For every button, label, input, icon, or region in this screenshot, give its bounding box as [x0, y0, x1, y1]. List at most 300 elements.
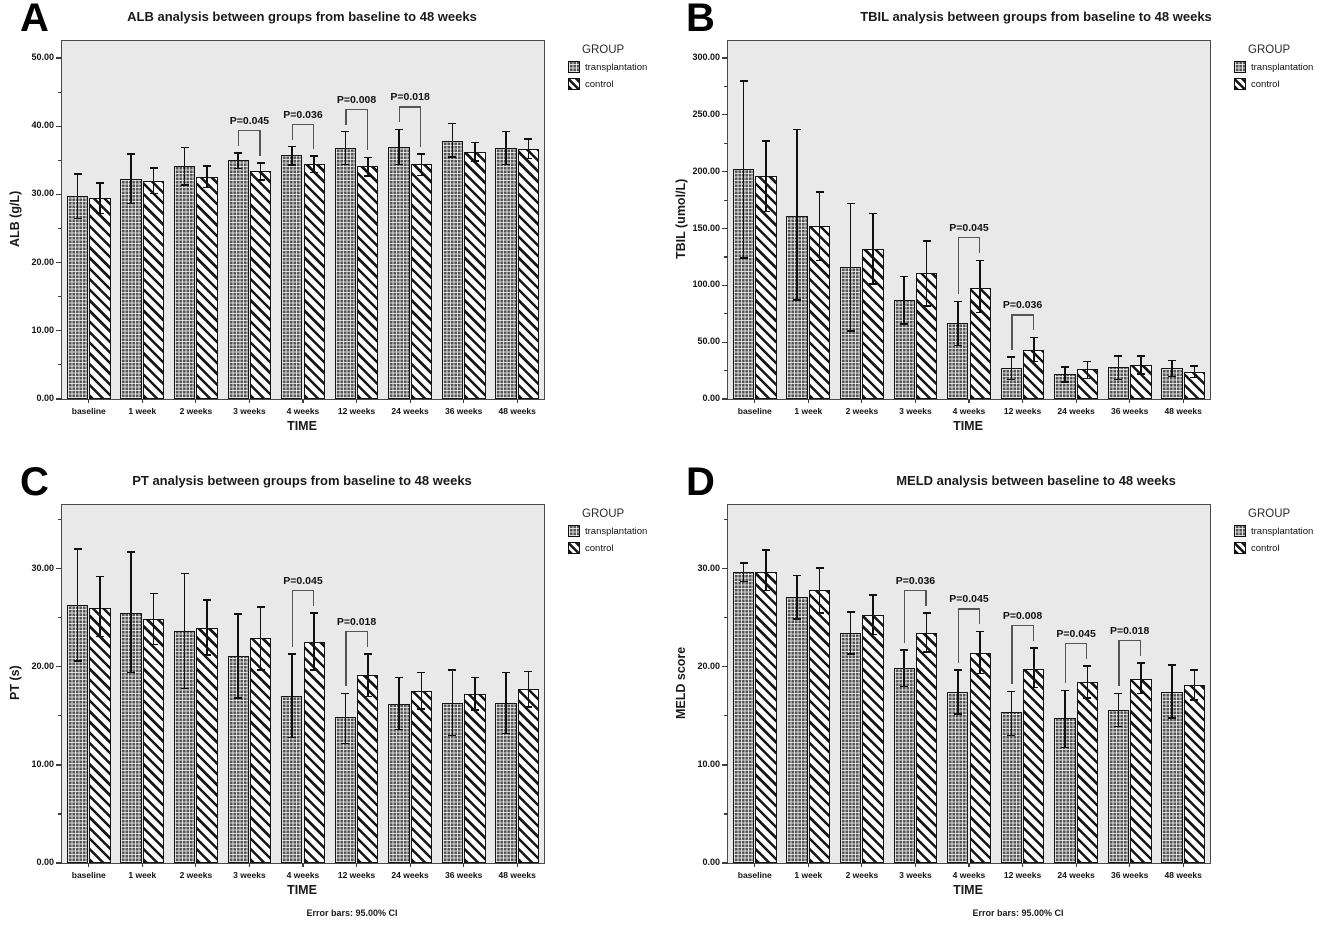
- bar-control-3-weeks: [250, 638, 271, 863]
- error-bar-cap: [740, 562, 748, 564]
- x-tick-mark: [861, 399, 862, 403]
- error-bar-cap: [1007, 691, 1015, 693]
- error-bar-cap: [257, 179, 265, 181]
- y-tick-label: 20.00: [31, 660, 54, 671]
- error-bar: [206, 166, 208, 188]
- error-bar: [528, 139, 530, 158]
- error-bar-cap: [524, 138, 532, 140]
- error-bar-cap: [900, 276, 908, 278]
- error-bars-note: Error bars: 95.00% CI: [972, 908, 1064, 918]
- error-bar-cap: [793, 299, 801, 301]
- y-minor-tick-mark: [724, 143, 728, 144]
- y-minor-tick-mark: [724, 617, 728, 618]
- y-tick-label: 50.00: [31, 52, 54, 63]
- error-bar-cap: [954, 669, 962, 671]
- x-tick-label: 1 week: [128, 406, 157, 416]
- y-tick-label: 20.00: [697, 660, 720, 671]
- error-bar-cap: [869, 213, 877, 215]
- p-value-bracket-leg: [979, 237, 980, 253]
- p-value-label: P=0.045: [949, 222, 989, 235]
- panel-c: [0, 460, 666, 929]
- legend-title: GROUP: [1248, 508, 1291, 520]
- error-bar-cap: [923, 651, 931, 653]
- error-bar-cap: [1061, 690, 1069, 692]
- error-bar-cap: [762, 549, 770, 551]
- error-bar-cap: [954, 713, 962, 715]
- bar-transplantation-48-weeks: [495, 148, 516, 399]
- error-bar-cap: [954, 301, 962, 303]
- x-tick-label: 36 weeks: [444, 406, 483, 416]
- error-bar-cap: [1007, 735, 1015, 737]
- bar-transplantation-24-weeks: [388, 147, 409, 399]
- error-bar-cap: [1083, 378, 1091, 380]
- y-tick-mark: [722, 398, 728, 399]
- error-bar-cap: [448, 156, 456, 158]
- x-tick-mark: [1129, 863, 1130, 867]
- legend-item-control: [568, 78, 647, 90]
- legend-label: transplantation: [585, 525, 648, 537]
- error-bar: [345, 693, 347, 743]
- error-bar-cap: [341, 164, 349, 166]
- x-tick-mark: [754, 863, 755, 867]
- error-bar-cap: [1030, 647, 1038, 649]
- error-bar-cap: [1030, 337, 1038, 339]
- bar-control-3-weeks: [916, 633, 937, 863]
- y-tick-mark: [56, 262, 62, 263]
- error-bar-cap: [417, 672, 425, 674]
- y-tick-label: 10.00: [31, 324, 54, 335]
- error-bar-cap: [234, 152, 242, 154]
- error-bar-cap: [471, 677, 479, 679]
- p-value-bracket-leg: [345, 631, 346, 686]
- error-bar-cap: [448, 669, 456, 671]
- x-tick-mark: [1076, 863, 1077, 867]
- error-bar-cap: [1114, 379, 1122, 381]
- p-value-bracket: [1011, 314, 1033, 315]
- error-bar: [1033, 648, 1035, 687]
- bar-transplantation-2-weeks: [840, 633, 861, 863]
- error-bar-cap: [762, 211, 770, 213]
- x-tick-mark: [249, 399, 250, 403]
- y-axis-label: PT (s): [8, 665, 22, 701]
- error-bar-cap: [448, 735, 456, 737]
- error-bar-cap: [524, 671, 532, 673]
- error-bar: [1033, 338, 1035, 362]
- x-tick-label: 2 weeks: [179, 406, 213, 416]
- y-tick-label: 40.00: [31, 120, 54, 131]
- x-tick-label: 3 weeks: [233, 870, 266, 880]
- y-tick-mark: [722, 862, 728, 863]
- x-tick-mark: [1022, 399, 1023, 403]
- error-bar-cap: [976, 260, 984, 262]
- error-bar: [153, 168, 155, 194]
- error-bar-cap: [181, 688, 189, 690]
- x-tick-label: 48 weeks: [498, 406, 536, 416]
- error-bar: [474, 678, 476, 710]
- x-tick-mark: [915, 863, 916, 867]
- error-bar-cap: [257, 162, 265, 164]
- error-bar-cap: [1007, 379, 1015, 381]
- error-bar: [765, 141, 767, 211]
- x-axis-label: TIME: [953, 419, 983, 433]
- error-bar-cap: [816, 260, 824, 262]
- error-bar: [1011, 357, 1013, 380]
- x-tick-mark: [88, 399, 89, 403]
- x-tick-label: 48 weeks: [1164, 406, 1202, 416]
- y-tick-label: 30.00: [31, 562, 54, 573]
- p-value-bracket: [292, 590, 314, 591]
- bar-transplantation-2-weeks: [174, 166, 195, 399]
- error-bar-cap: [127, 672, 135, 674]
- legend-item-transplantation: [1234, 525, 1313, 537]
- diagonal-pattern-swatch-icon: [1234, 542, 1246, 554]
- error-bar: [1171, 665, 1173, 718]
- error-bar-cap: [869, 594, 877, 596]
- p-value-bracket-leg: [958, 237, 959, 294]
- bar-control-2-weeks: [196, 177, 217, 399]
- error-bar-cap: [847, 330, 855, 332]
- error-bar: [77, 549, 79, 661]
- x-tick-mark: [915, 399, 916, 403]
- error-bar: [1140, 663, 1142, 693]
- chart-title: PT analysis between groups from baseline to 48 weeks: [132, 473, 472, 488]
- error-bar-cap: [181, 573, 189, 575]
- panel-letter: C: [20, 460, 49, 504]
- x-tick-mark: [249, 863, 250, 867]
- error-bar: [926, 613, 928, 652]
- x-tick-mark: [517, 863, 518, 867]
- error-bar-cap: [524, 158, 532, 160]
- bar-control-12-weeks: [357, 166, 378, 399]
- x-tick-mark: [808, 863, 809, 867]
- bar-control-1-week: [143, 619, 164, 863]
- y-tick-label: 50.00: [697, 336, 720, 347]
- y-tick-mark: [56, 126, 62, 127]
- error-bar: [367, 158, 369, 176]
- error-bar-cap: [816, 191, 824, 193]
- legend-item-control: [568, 542, 647, 554]
- x-tick-mark: [1076, 399, 1077, 403]
- x-tick-label: 1 week: [794, 406, 823, 416]
- bar-transplantation-baseline: [733, 572, 754, 863]
- y-tick-mark: [56, 862, 62, 863]
- panel-b: [666, 0, 1333, 464]
- panel-d: [666, 460, 1333, 929]
- error-bar-cap: [395, 164, 403, 166]
- error-bar-cap: [310, 669, 318, 671]
- y-tick-mark: [722, 342, 728, 343]
- y-minor-tick-mark: [58, 160, 62, 161]
- y-tick-mark: [722, 228, 728, 229]
- error-bar-cap: [341, 131, 349, 133]
- p-value-bracket: [1118, 640, 1140, 641]
- error-bar-cap: [976, 312, 984, 314]
- error-bar-cap: [1137, 662, 1145, 664]
- error-bar-cap: [524, 706, 532, 708]
- legend-item-control: [1234, 542, 1313, 554]
- error-bar-cap: [364, 175, 372, 177]
- error-bar: [743, 563, 745, 582]
- error-bar-cap: [1190, 365, 1198, 367]
- y-minor-tick-mark: [724, 715, 728, 716]
- error-bar-cap: [74, 218, 82, 220]
- bar-control-48-weeks: [1184, 685, 1205, 863]
- error-bar-cap: [96, 576, 104, 578]
- x-tick-label: 3 weeks: [899, 870, 932, 880]
- p-value-label: P=0.045: [283, 574, 323, 587]
- error-bar-cap: [1137, 373, 1145, 375]
- error-bar-cap: [793, 129, 801, 131]
- legend-label: control: [1251, 542, 1280, 554]
- x-tick-mark: [861, 863, 862, 867]
- bar-control-48-weeks: [518, 689, 539, 863]
- x-tick-label: 24 weeks: [1057, 870, 1095, 880]
- legend-title: GROUP: [582, 508, 625, 520]
- error-bar-cap: [181, 147, 189, 149]
- error-bar-cap: [740, 80, 748, 82]
- error-bar: [957, 670, 959, 714]
- error-bar-cap: [150, 193, 158, 195]
- y-minor-tick-mark: [58, 92, 62, 93]
- error-bar-cap: [181, 184, 189, 186]
- bar-control-3-weeks: [250, 171, 271, 399]
- x-tick-mark: [356, 863, 357, 867]
- error-bar: [1118, 356, 1120, 380]
- y-tick-mark: [722, 285, 728, 286]
- y-minor-tick-mark: [58, 617, 62, 618]
- error-bar-cap: [923, 612, 931, 614]
- p-value-bracket-leg: [399, 106, 400, 122]
- error-bar: [872, 214, 874, 284]
- panel-a: [0, 0, 666, 464]
- error-bar-cap: [234, 697, 242, 699]
- y-minor-tick-mark: [724, 813, 728, 814]
- x-tick-mark: [410, 399, 411, 403]
- x-tick-label: 4 weeks: [952, 406, 986, 416]
- x-tick-mark: [1183, 863, 1184, 867]
- error-bar-cap: [1190, 377, 1198, 379]
- x-tick-label: 24 weeks: [391, 406, 429, 416]
- bar-control-baseline: [755, 572, 776, 863]
- x-tick-mark: [195, 399, 196, 403]
- error-bar-cap: [74, 173, 82, 175]
- x-tick-label: 48 weeks: [1164, 870, 1202, 880]
- error-bar-cap: [1137, 693, 1145, 695]
- plot-area: [31, 504, 545, 880]
- x-tick-mark: [410, 863, 411, 867]
- y-axis-label: TBIL (umol/L): [674, 178, 688, 260]
- x-tick-label: baseline: [71, 870, 106, 880]
- p-value-label: P=0.018: [1109, 624, 1150, 637]
- y-minor-tick-mark: [58, 228, 62, 229]
- bar-transplantation-3-weeks: [894, 668, 915, 863]
- bar-control-baseline: [89, 198, 110, 399]
- x-tick-label: 2 weeks: [845, 406, 879, 416]
- x-tick-mark: [88, 863, 89, 867]
- error-bar-cap: [417, 708, 425, 710]
- error-bar-cap: [288, 653, 296, 655]
- x-tick-mark: [463, 863, 464, 867]
- error-bar-cap: [417, 153, 425, 155]
- error-bar: [926, 241, 928, 306]
- y-tick-label: 0.00: [702, 857, 720, 867]
- error-bar: [1011, 691, 1013, 735]
- error-bar: [979, 632, 981, 674]
- bar-control-12-weeks: [357, 675, 378, 863]
- error-bar: [184, 574, 186, 689]
- error-bar: [819, 568, 821, 613]
- y-minor-tick-mark: [724, 256, 728, 257]
- error-bar-cap: [96, 213, 104, 215]
- error-bar-cap: [502, 672, 510, 674]
- y-minor-tick-mark: [58, 364, 62, 365]
- y-tick-mark: [722, 57, 728, 58]
- y-tick-label: 10.00: [697, 758, 720, 769]
- error-bar: [1087, 361, 1089, 378]
- y-tick-mark: [56, 398, 62, 399]
- y-tick-label: 0.00: [702, 393, 720, 403]
- p-value-bracket-leg: [367, 631, 368, 647]
- error-bar-cap: [395, 677, 403, 679]
- error-bar-cap: [395, 729, 403, 731]
- error-bar-cap: [1083, 361, 1091, 363]
- x-tick-mark: [195, 863, 196, 867]
- bar-control-1-week: [809, 590, 830, 863]
- error-bar-cap: [310, 612, 318, 614]
- error-bar: [957, 301, 959, 345]
- error-bar-cap: [740, 257, 748, 259]
- error-bar-cap: [417, 175, 425, 177]
- error-bar-cap: [310, 172, 318, 174]
- error-bars-note: Error bars: 95.00% CI: [306, 908, 398, 918]
- error-bar: [345, 132, 347, 165]
- y-tick-label: 100.00: [692, 279, 720, 290]
- error-bar-cap: [1190, 699, 1198, 701]
- x-tick-label: 12 weeks: [1003, 406, 1042, 416]
- error-bar: [130, 552, 132, 673]
- legend-label: transplantation: [1251, 61, 1314, 73]
- x-tick-label: 3 weeks: [233, 406, 266, 416]
- error-bar-cap: [816, 567, 824, 569]
- plot-area: [697, 504, 1211, 880]
- y-tick-label: 0.00: [36, 393, 54, 403]
- y-minor-tick-mark: [724, 200, 728, 201]
- error-bar-cap: [1168, 360, 1176, 362]
- y-tick-mark: [722, 568, 728, 569]
- grid-pattern-swatch-icon: [568, 61, 580, 73]
- error-bar: [367, 654, 369, 696]
- chart-title: ALB analysis between groups from baseline to 48 weeks: [127, 9, 477, 24]
- grid-pattern-swatch-icon: [1234, 525, 1246, 537]
- error-bar: [743, 81, 745, 258]
- p-value-bracket-leg: [1140, 640, 1141, 656]
- p-value-label: P=0.045: [229, 114, 270, 127]
- x-tick-label: 1 week: [128, 870, 157, 880]
- y-minor-tick-mark: [724, 519, 728, 520]
- panel-letter: A: [20, 0, 49, 40]
- error-bar-cap: [793, 575, 801, 577]
- x-tick-mark: [968, 399, 969, 403]
- panel-letter: B: [686, 0, 715, 40]
- error-bar: [1118, 693, 1120, 726]
- error-bar-cap: [127, 551, 135, 553]
- error-bar-cap: [127, 153, 135, 155]
- error-bar: [505, 673, 507, 734]
- p-value-bracket-leg: [1065, 643, 1066, 684]
- x-axis-label: TIME: [953, 883, 983, 897]
- bar-control-4-weeks: [970, 653, 991, 863]
- y-minor-tick-mark: [58, 519, 62, 520]
- error-bar: [903, 650, 905, 686]
- x-tick-label: baseline: [737, 406, 772, 416]
- error-bar-cap: [234, 613, 242, 615]
- p-value-bracket-leg: [292, 590, 293, 647]
- y-tick-mark: [722, 764, 728, 765]
- error-bar-cap: [471, 160, 479, 162]
- x-tick-label: 4 weeks: [952, 870, 986, 880]
- error-bar-cap: [1190, 669, 1198, 671]
- p-value-bracket: [345, 109, 367, 110]
- bar-control-24-weeks: [1077, 682, 1098, 863]
- p-value-bracket-leg: [1011, 314, 1012, 349]
- error-bar-cap: [1030, 361, 1038, 363]
- x-tick-label: 12 weeks: [1003, 870, 1042, 880]
- grid-pattern-swatch-icon: [1234, 61, 1246, 73]
- p-value-bracket: [1065, 643, 1087, 644]
- legend-label: transplantation: [1251, 525, 1314, 537]
- x-tick-mark: [463, 399, 464, 403]
- error-bar-cap: [1030, 687, 1038, 689]
- error-bar-cap: [288, 737, 296, 739]
- error-bar-cap: [900, 323, 908, 325]
- error-bar-cap: [364, 157, 372, 159]
- error-bar: [1064, 367, 1066, 382]
- error-bar-cap: [847, 203, 855, 205]
- error-bar: [1194, 670, 1196, 700]
- y-tick-label: 30.00: [697, 562, 720, 573]
- bar-transplantation-1-week: [120, 179, 141, 399]
- error-bar-cap: [150, 167, 158, 169]
- p-value-bracket: [904, 590, 926, 591]
- chart-title: MELD analysis between baseline to 48 weeks: [896, 473, 1176, 488]
- error-bar-cap: [203, 165, 211, 167]
- error-bar-cap: [976, 631, 984, 633]
- x-tick-mark: [808, 399, 809, 403]
- y-tick-mark: [722, 114, 728, 115]
- error-bar-cap: [364, 696, 372, 698]
- panel-letter: D: [686, 460, 715, 504]
- y-minor-tick-mark: [58, 296, 62, 297]
- x-tick-label: 4 weeks: [286, 870, 320, 880]
- x-tick-label: 12 weeks: [337, 870, 376, 880]
- legend-title: GROUP: [582, 44, 625, 56]
- bar-control-36-weeks: [464, 694, 485, 863]
- error-bar-cap: [257, 669, 265, 671]
- grid-pattern-swatch-icon: [568, 525, 580, 537]
- error-bar-cap: [762, 140, 770, 142]
- error-bar-cap: [96, 182, 104, 184]
- error-bar-cap: [1114, 726, 1122, 728]
- plot-area: [31, 40, 545, 416]
- error-bar: [819, 192, 821, 260]
- p-value-label: P=0.036: [895, 574, 936, 587]
- error-bar-cap: [234, 168, 242, 170]
- legend: [1234, 44, 1313, 90]
- error-bar: [421, 673, 423, 709]
- y-minor-tick-mark: [724, 313, 728, 314]
- error-bar: [1140, 356, 1142, 374]
- bar-control-36-weeks: [464, 152, 485, 399]
